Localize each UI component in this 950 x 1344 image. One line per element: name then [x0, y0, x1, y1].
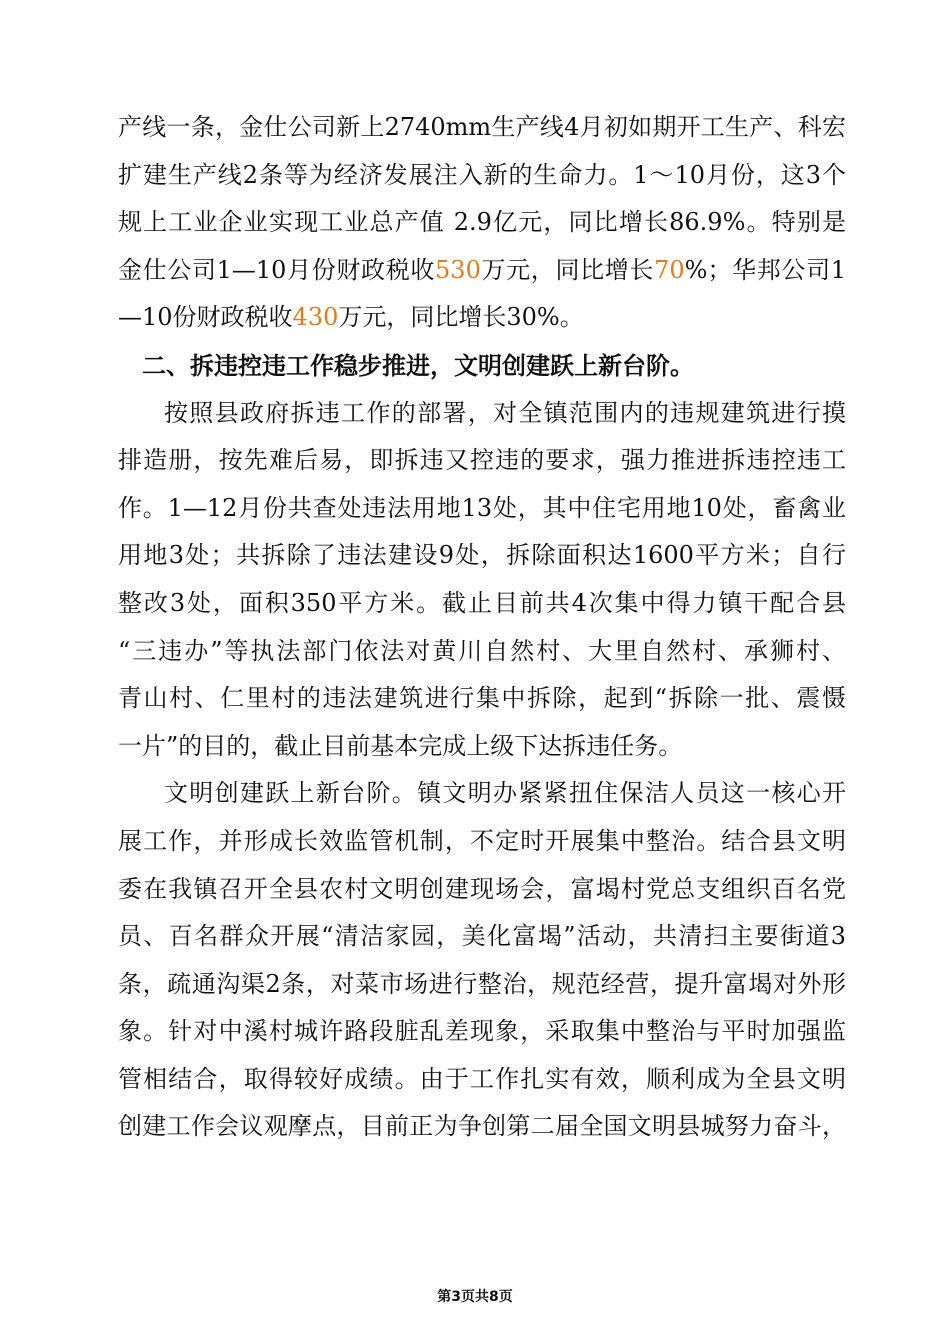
paragraph-line: 排造册，按先难后易，即拆违又控违的要求，强力推进拆违控违工 — [118, 446, 846, 475]
document-body — [118, 104, 846, 1151]
paragraph-line: 产线一条，金仕公司新上2740mm生产线4月初如期开工生产、科宏 — [118, 113, 846, 141]
paragraph-line: 创建工作会议观摩点，目前正为争创第二届全国文明县城努力奋斗， — [118, 1112, 846, 1141]
paragraph-line: 扩建生产线2条等为经济发展注入新的生命力。1～10月份，这3个 — [118, 160, 846, 189]
paragraph-line-mixed — [118, 294, 846, 342]
paragraph-line: 整改3处，面积350平方米。截止目前共4次集中得力镇干配合县 — [118, 588, 846, 617]
paragraph-line: 用地3处；共拆除了违法建设9处，拆除面积达1600平方米；自行 — [118, 541, 846, 570]
paragraph-line: 展工作，并形成长效监管机制，不定时开展集中整治。结合县文明 — [118, 826, 846, 855]
paragraph-line: “三违办”等执法部门依法对黄川自然村、大里自然村、承狮村、 — [118, 636, 846, 665]
paragraph-line: 员、百名群众开展“清洁家园，美化富堨”活动，共清扫主要街道3 — [118, 922, 846, 951]
text-run: —10份财政税收 — [118, 303, 293, 332]
text-run: %；华邦公司1 — [684, 255, 846, 284]
highlighted-number: 530 — [435, 255, 481, 284]
page-number-footer: 第3页共8页 — [437, 1289, 513, 1305]
paragraph-line: 文明创建跃上新台阶。镇文明办紧紧扭住保洁人员这一核心开 — [164, 779, 846, 808]
paragraph-line: 作。1—12月份共查处违法用地13处，其中住宅用地10处，畜禽业 — [118, 493, 846, 522]
text-run: 万元，同比增长 — [480, 255, 655, 284]
paragraph-line: 管相结合，取得较好成绩。由于工作扎实有效，顺利成为全县文明 — [118, 1064, 846, 1093]
paragraph-line: 条，疏通沟渠2条，对菜市场进行整治，规范经营，提升富堨对外形 — [118, 969, 846, 998]
paragraph-line: 青山村、仁里村的违法建筑进行集中拆除，起到“拆除一批、震慑 — [118, 684, 846, 713]
paragraph-line: 规上工业企业实现工业总产值 2.9亿元，同比增长86.9%。特别是 — [118, 208, 846, 237]
text-run: 金仕公司1—10月份财政税收 — [118, 255, 436, 284]
paragraph-line-mixed — [118, 247, 846, 295]
paragraph-line: 按照县政府拆违工作的部署，对全镇范围内的违规建筑进行摸 — [164, 398, 846, 427]
paragraph-line: 委在我镇召开全县农村文明创建现场会，富堨村党总支组织百名党 — [118, 874, 846, 903]
paragraph-line: 一片”的目的，截止目前基本完成上级下达拆违任务。 — [118, 731, 683, 760]
highlighted-number: 430 — [292, 303, 339, 332]
paragraph-line: 象。针对中溪村城许路段脏乱差现象，采取集中整治与平时加强监 — [118, 1017, 846, 1046]
text-run: 万元，同比增长30%。 — [338, 303, 584, 332]
highlighted-number: 70 — [654, 255, 685, 284]
section-heading: 二、拆违控违工作稳步推进，文明创建跃上新台阶。 — [142, 350, 694, 380]
